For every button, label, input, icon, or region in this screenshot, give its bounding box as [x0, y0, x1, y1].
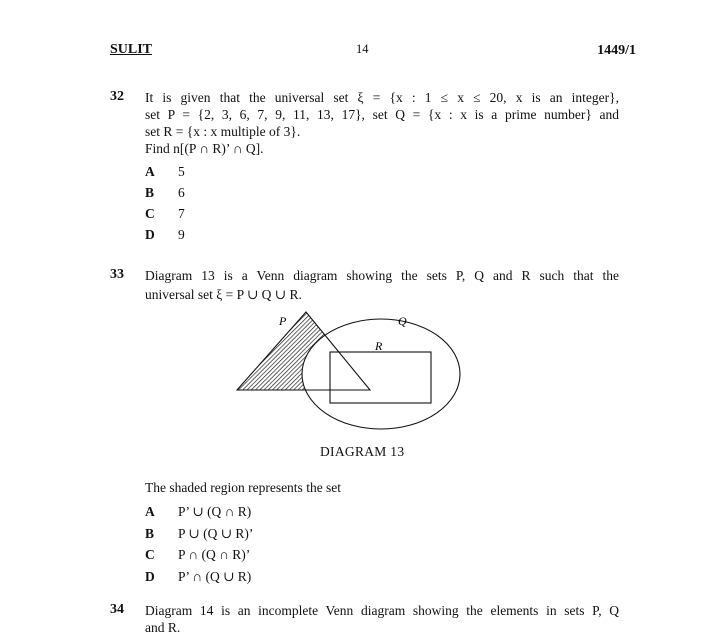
question-32-line-3: set R = {x : x multiple of 3}.	[145, 124, 301, 139]
label-r: R	[375, 339, 383, 353]
q32-option-d-letter: D	[145, 227, 155, 242]
question-32-number: 32	[110, 89, 124, 104]
label-p: P	[279, 314, 287, 328]
question-33-line-1: Diagram 13 is a Venn diagram showing the sets P, Q and R such that the	[145, 268, 619, 283]
diagram-13-caption: DIAGRAM 13	[320, 444, 405, 459]
question-32-line-1: It is given that the universal set ξ = {x : 1 ≤ x ≤ 20, x is an integer},	[145, 90, 619, 105]
q32-option-a-text: 5	[178, 164, 185, 179]
q32-option-b-letter: B	[145, 185, 155, 200]
question-33-number: 33	[110, 267, 124, 282]
paper-code: 1449/1	[597, 43, 636, 58]
q32-option-b-text: 6	[178, 185, 185, 200]
header-label: SULIT	[110, 42, 153, 57]
q33-option-d-text: P’ ∩ (Q ∪ R)	[178, 569, 252, 584]
q32-option-c-letter: C	[145, 206, 155, 221]
question-33-line-2: universal set ξ = P ∪ Q ∪ R.	[145, 287, 302, 302]
q33-option-a-text: P’ ∪ (Q ∩ R)	[178, 504, 252, 519]
question-32-line-4: Find n[(P ∩ R)’ ∩ Q].	[145, 141, 264, 156]
q33-option-d-letter: D	[145, 569, 155, 584]
label-q: Q	[398, 314, 407, 328]
question-34-line-1: Diagram 14 is an incomplete Venn diagram showing the elements in sets P, Q	[145, 603, 619, 618]
q33-option-b-text: P ∪ (Q ∪ R)’	[178, 526, 254, 541]
question-34-line-2: and R.	[145, 620, 181, 635]
q32-option-c-text: 7	[178, 206, 185, 221]
q32-option-d-text: 9	[178, 227, 185, 242]
question-32-line-2: set P = {2, 3, 6, 7, 9, 11, 13, 17}, set Q = {x : x is a prime number} and	[145, 107, 619, 122]
q32-option-a-letter: A	[145, 164, 155, 179]
q33-option-b-letter: B	[145, 526, 155, 541]
q33-option-c-letter: C	[145, 547, 155, 562]
q33-option-a-letter: A	[145, 504, 155, 519]
question-33-prompt: The shaded region represents the set	[145, 480, 342, 495]
q33-option-c-text: P ∩ (Q ∩ R)’	[178, 547, 251, 562]
question-34-number: 34	[110, 602, 124, 617]
page-number: 14	[356, 42, 369, 56]
